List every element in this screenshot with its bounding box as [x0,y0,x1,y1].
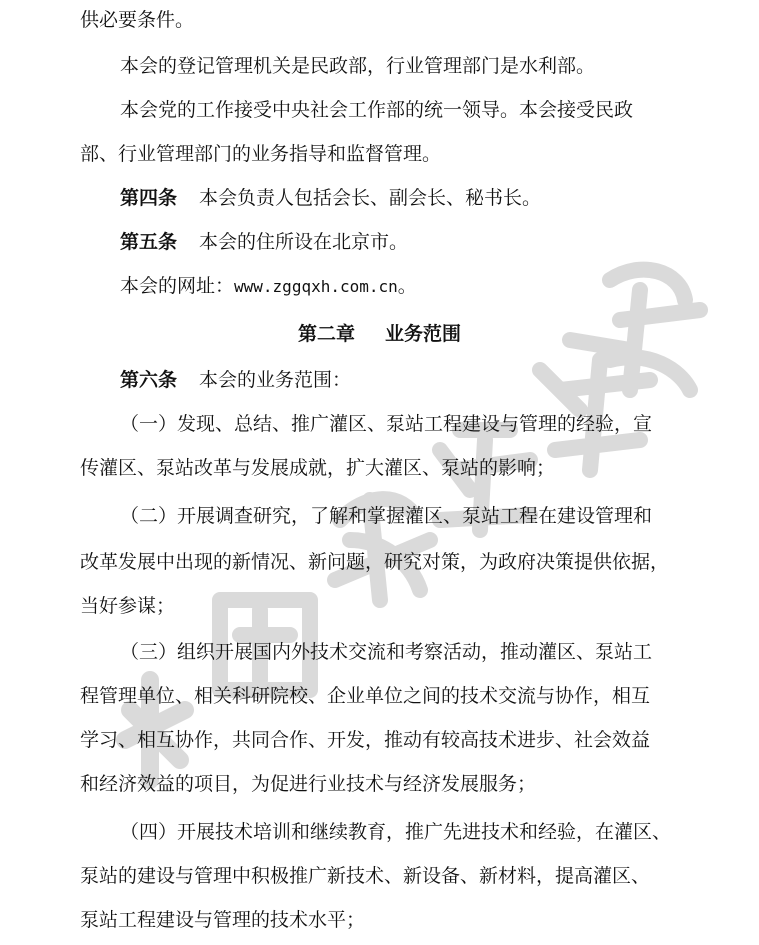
website-url: www.zggqxh.com.cn [234,277,398,296]
text-line: 改革发展中出现的新情况、新问题，研究对策，为政府决策提供依据， [80,551,670,573]
article-text: 本会的业务范围： [199,369,352,391]
text-line: 本会的登记管理机关是民政部，行业管理部门是水利部。 [120,55,596,77]
article-label: 第五条 [120,231,178,253]
text-line: （四）开展技术培训和继续教育，推广先进技术和经验，在灌区、 [120,821,672,843]
text-line: 当好参谋； [80,595,176,617]
article-5 [0,222,759,262]
website-prefix: 本会的网址： [120,275,235,297]
website-line [0,266,759,306]
text-line: 泵站工程建设与管理的技术水平； [80,909,366,931]
text-line: 学习、相互协作，共同合作、开发，推动有较高技术进步、社会效益 [80,729,651,751]
article-label: 第四条 [120,187,178,209]
chapter-number: 第二章 [297,323,355,345]
text-line: 供必要条件。 [80,9,195,31]
article-label: 第六条 [120,369,178,391]
text-line: （二）开展调查研究，了解和掌握灌区、泵站工程在建设管理和 [120,505,653,527]
article-4 [0,178,759,218]
text-line: 本会党的工作接受中央社会工作部的统一领导。本会接受民政 [120,99,634,121]
article-text: 本会负责人包括会长、副会长、秘书长。 [199,187,542,209]
text-line: （一）发现、总结、推广灌区、泵站工程建设与管理的经验，宣 [120,413,653,435]
article-text: 本会的住所设在北京市。 [199,231,409,253]
text-line: 泵站的建设与管理中积极推广新技术、新设备、新材料，提高灌区、 [80,865,651,887]
text-line: 和经济效益的项目，为促进行业技术与经济发展服务； [80,773,537,795]
text-line: 部、行业管理部门的业务指导和监督管理。 [80,143,442,165]
article-6 [0,360,759,400]
text-line: 程管理单位、相关科研院校、企业单位之间的技术交流与协作，相互 [80,685,651,707]
text-line: 传灌区、泵站改革与发展成就，扩大灌区、泵站的影响； [80,457,556,479]
chapter-heading [0,314,759,354]
text-line: （三）组织开展国内外技术交流和考察活动，推动灌区、泵站工 [120,641,653,663]
chapter-title: 业务范围 [385,323,462,345]
website-suffix: 。 [397,275,417,297]
